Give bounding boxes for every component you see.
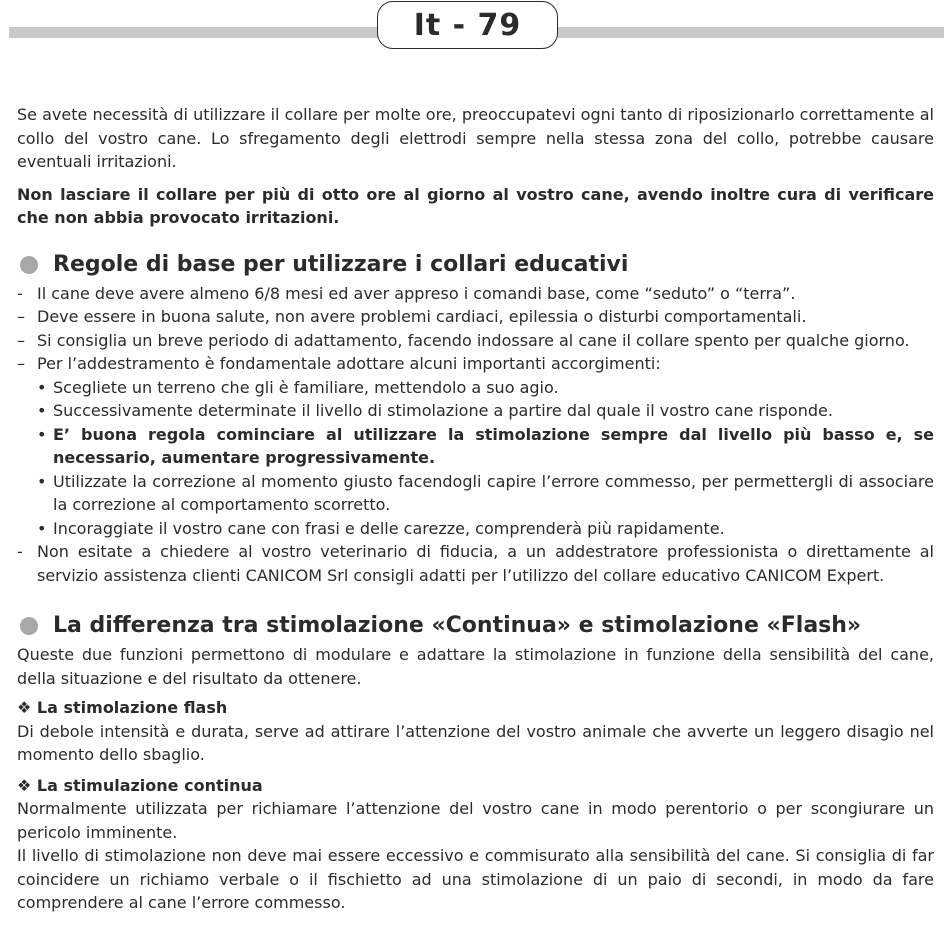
section-heading-rules bbox=[17, 250, 934, 280]
intro-paragraph: Se avete necessità di utilizzare il collare per molte ore, preoccupatevi ogni tanto di riposizionarlo correttamente al collo del vostro cane. Lo sfregamento degli elettrodi sempre nella stessa zona del collo, potrebbe causare eventuali irritazioni. bbox=[17, 105, 934, 171]
sub-list-item: • Utilizzate la correzione al momento giusto facendogli capire l’errore commesso, per permettergli di associare la correzione al comportamento scorretto. bbox=[37, 471, 934, 514]
section-title: La differenza tra stimolazione «Continua» e stimolazione «Flash» bbox=[53, 613, 862, 638]
sub-list-item: • E’ buona regola cominciare al utilizzare la stimolazione sempre dal livello più basso e, se necessario, aumentare progressivamente. bbox=[37, 424, 934, 467]
sub-list-item: • Scegliete un terreno che gli è familiare, mettendolo a suo agio. bbox=[37, 377, 559, 397]
rules-list bbox=[17, 282, 934, 588]
sub-list-item: • Incoraggiate il vostro cane con frasi e delle carezze, comprenderà più rapidamente. bbox=[37, 518, 725, 538]
bullet-circle-icon bbox=[20, 256, 38, 274]
diamond-bullet-icon: ❖ bbox=[17, 775, 32, 795]
continuous-paragraph-2: Il livello di stimolazione non deve mai essere eccessivo e commisurato alla sensibilità del cane. Si consiglia di far coincidere un richiamo verbale o il fischietto ad una stimolazione di un paio di secondi, in modo da fare comprendere al cane l’errore commesso. bbox=[17, 846, 934, 912]
bullet-circle-icon bbox=[20, 617, 38, 635]
list-item: – Deve essere in buona salute, non avere problemi cardiaci, epilessia o disturbi comportamentali. bbox=[17, 307, 807, 326]
diamond-bullet-icon: ❖ bbox=[17, 698, 32, 717]
page-header bbox=[0, 0, 950, 52]
flash-heading: ❖ La stimolazione flash bbox=[17, 698, 228, 717]
section-intro: Queste due funzioni permettono di modulare e adattare la stimolazione in funzione della sensibilità del cane, della situazione e del risultato da ottenere. bbox=[17, 645, 934, 688]
warning-paragraph: Non lasciare il collare per più di otto ore al giorno al vostro cane, avendo inoltre cura di verificare che non abbia provocato irritazioni. bbox=[17, 184, 934, 227]
continuous-heading: ❖ La stimulazione continua bbox=[17, 775, 263, 795]
continuous-paragraph-1: Normalmente utilizzata per richiamare l’attenzione del vostro cane in modo perentorio o per scongiurare un pericolo imminente. bbox=[17, 799, 934, 842]
list-item: - Il cane deve avere almeno 6/8 mesi ed aver appreso i comandi base, come “seduto” o “terra”. bbox=[17, 283, 796, 303]
page-number-label: It - 79 bbox=[377, 1, 558, 49]
sub-list-item: • Successivamente determinate il livello di stimolazione a partire dal quale il vostro cane risponde. bbox=[37, 401, 833, 420]
page-content bbox=[17, 103, 934, 915]
list-item: - Non esitate a chiedere al vostro veterinario di fiducia, a un addestratore professionista o direttamente al servizio assistenza clienti CANICOM Srl consigli adatti per l’utilizzo del collare educativo CANICOM Expert. bbox=[17, 542, 934, 585]
section-title: Regole di base per utilizzare i collari educativi bbox=[53, 251, 629, 277]
section-heading-stimulation bbox=[17, 611, 934, 641]
list-item: – Per l’addestramento è fondamentale adottare alcuni importanti accorgimenti: bbox=[17, 354, 661, 373]
flash-paragraph: Di debole intensità e durata, serve ad attirare l’attenzione del vostro animale che avverte un leggero disagio nel momento dello sbaglio. bbox=[17, 721, 934, 764]
list-item: – Si consiglia un breve periodo di adattamento, facendo indossare al cane il collare spento per qualche giorno. bbox=[17, 330, 910, 350]
